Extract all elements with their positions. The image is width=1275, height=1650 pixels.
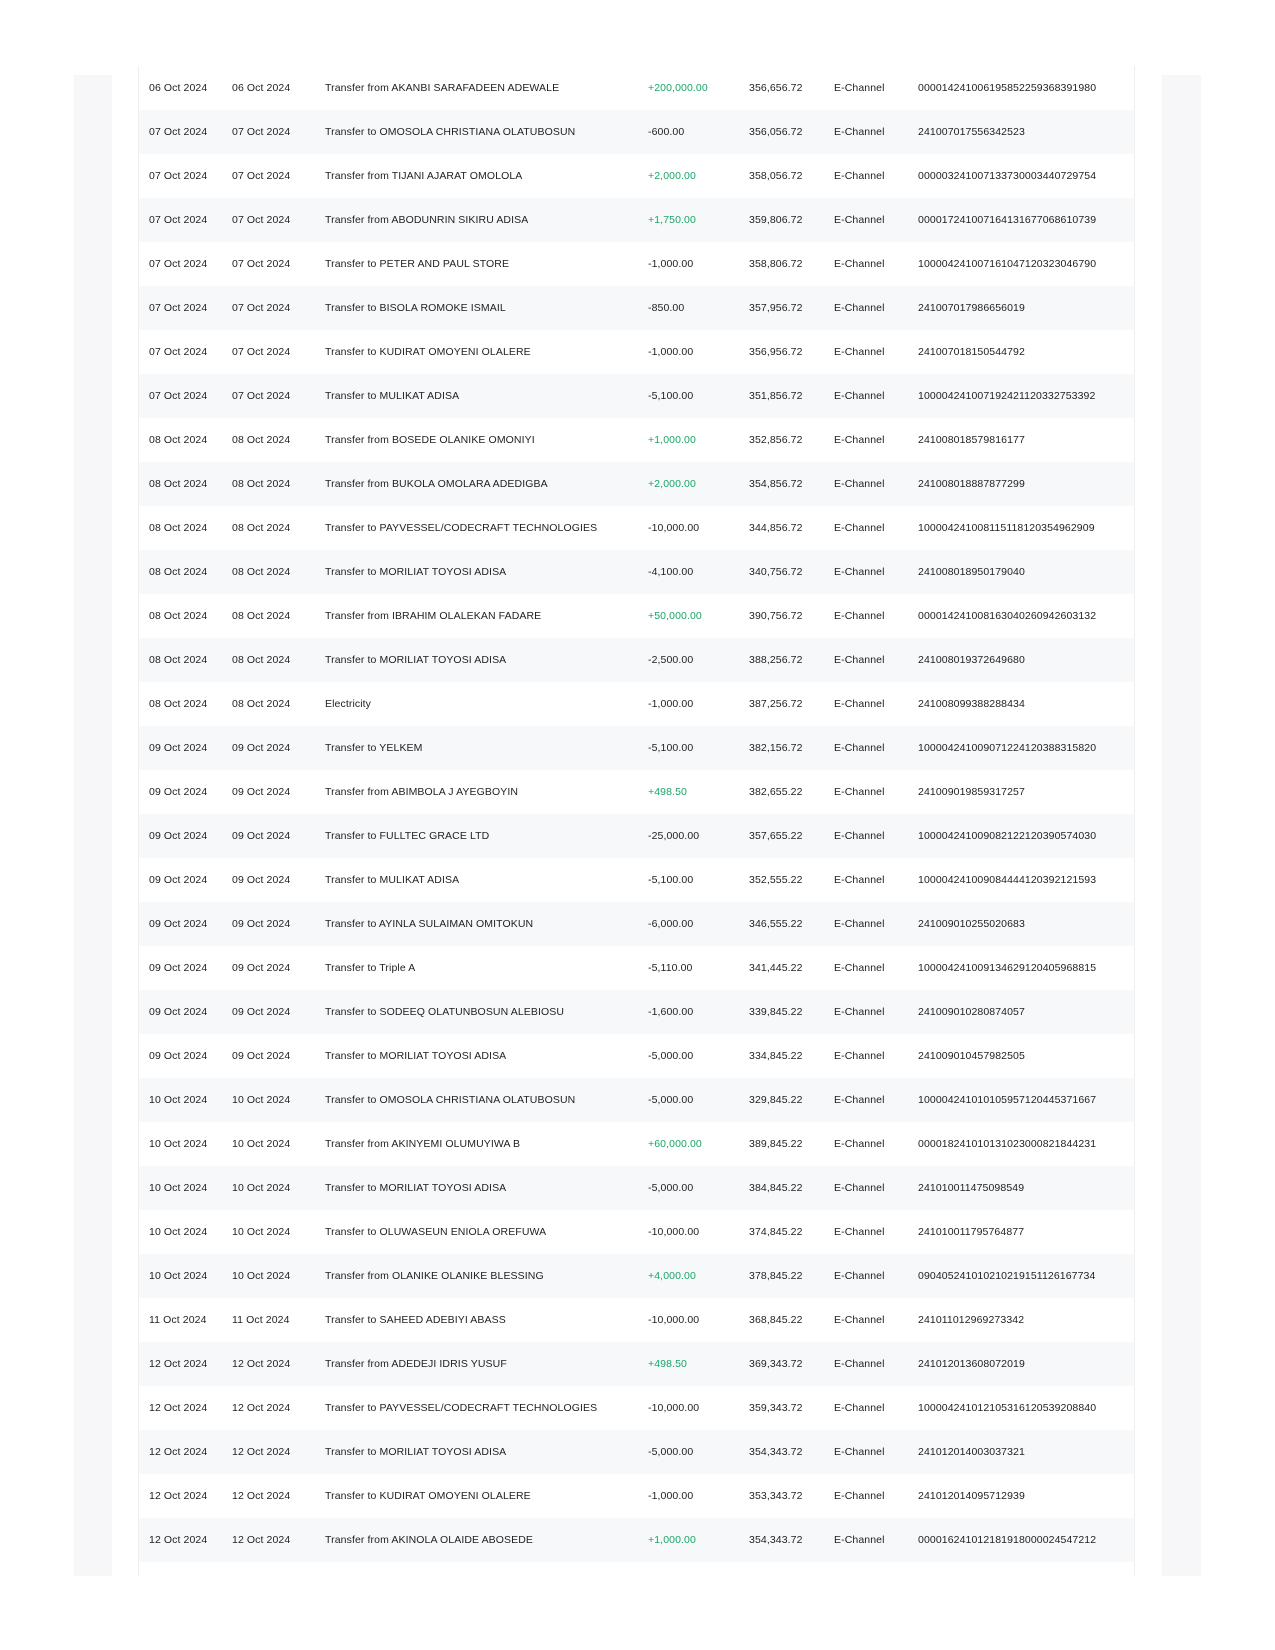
transaction-date-cell: 10 Oct 2024: [149, 1226, 208, 1238]
channel-cell: E-Channel: [834, 170, 885, 182]
balance-cell: 353,343.72: [749, 1490, 803, 1502]
channel-cell: E-Channel: [834, 1094, 885, 1106]
narration-cell: Transfer from AKINYEMI OLUMUYIWA B: [325, 1138, 521, 1150]
reference-cell: 241009010280874057: [918, 1006, 1025, 1018]
channel-cell: E-Channel: [834, 126, 885, 138]
balance-cell: 356,656.72: [749, 82, 803, 94]
value-date-cell: 06 Oct 2024: [232, 82, 291, 94]
transaction-date-cell: 10 Oct 2024: [149, 1270, 208, 1282]
reference-cell: 241007017986656019: [918, 302, 1025, 314]
narration-cell: Transfer to OLUWASEUN ENIOLA OREFUWA: [325, 1226, 547, 1238]
reference-cell: 241008018579816177: [918, 434, 1025, 446]
table-row: [139, 1254, 1134, 1298]
channel-cell: E-Channel: [834, 1490, 885, 1502]
balance-cell: 354,856.72: [749, 478, 803, 490]
balance-cell: 339,845.22: [749, 1006, 803, 1018]
table-row: [139, 154, 1134, 198]
value-date-cell: 08 Oct 2024: [232, 566, 291, 578]
value-date-cell: 08 Oct 2024: [232, 522, 291, 534]
transaction-date-cell: 10 Oct 2024: [149, 1182, 208, 1194]
reference-cell: 100004241008115118120354962909: [918, 522, 1095, 534]
table-row: [139, 110, 1134, 154]
reference-cell: 241012013608072019: [918, 1358, 1025, 1370]
reference-cell: 100004241009134629120405968815: [918, 962, 1097, 974]
amount-cell: -5,000.00: [648, 1050, 694, 1062]
balance-cell: 374,845.22: [749, 1226, 803, 1238]
value-date-cell: 10 Oct 2024: [232, 1226, 291, 1238]
table-row: [139, 198, 1134, 242]
narration-cell: Transfer to FULLTEC GRACE LTD: [325, 830, 490, 842]
transaction-date-cell: 10 Oct 2024: [149, 1094, 208, 1106]
balance-cell: 354,343.72: [749, 1446, 803, 1458]
reference-cell: 100004241012105316120539208840: [918, 1402, 1097, 1414]
transaction-date-cell: 10 Oct 2024: [149, 1138, 208, 1150]
reference-cell: 000016241012181918000024547212: [918, 1534, 1097, 1546]
value-date-cell: 10 Oct 2024: [232, 1182, 291, 1194]
amount-cell: -5,000.00: [648, 1094, 694, 1106]
transaction-date-cell: 08 Oct 2024: [149, 522, 208, 534]
transaction-date-cell: 08 Oct 2024: [149, 654, 208, 666]
transaction-date-cell: 07 Oct 2024: [149, 390, 208, 402]
channel-cell: E-Channel: [834, 1534, 885, 1546]
channel-cell: E-Channel: [834, 1226, 885, 1238]
balance-cell: 346,555.22: [749, 918, 803, 930]
value-date-cell: 10 Oct 2024: [232, 1270, 291, 1282]
reference-cell: 100004241009084444120392121593: [918, 874, 1097, 886]
reference-cell: 000014241006195852259368391980: [918, 82, 1097, 94]
table-row: [139, 1122, 1134, 1166]
value-date-cell: 09 Oct 2024: [232, 918, 291, 930]
narration-cell: Transfer to PAYVESSEL/CODECRAFT TECHNOLOGIES: [325, 1402, 598, 1414]
narration-cell: Transfer to MORILIAT TOYOSI ADISA: [325, 1446, 507, 1458]
table-row: [139, 594, 1134, 638]
channel-cell: E-Channel: [834, 478, 885, 490]
narration-cell: Transfer from ABODUNRIN SIKIRU ADISA: [325, 214, 529, 226]
channel-cell: E-Channel: [834, 610, 885, 622]
balance-cell: 382,156.72: [749, 742, 803, 754]
table-row: [139, 902, 1134, 946]
balance-cell: 387,256.72: [749, 698, 803, 710]
transaction-date-cell: 07 Oct 2024: [149, 302, 208, 314]
reference-cell: 241009019859317257: [918, 786, 1025, 798]
narration-cell: Transfer to SODEEQ OLATUNBOSUN ALEBIOSU: [325, 1006, 565, 1018]
value-date-cell: 12 Oct 2024: [232, 1534, 291, 1546]
value-date-cell: 10 Oct 2024: [232, 1138, 291, 1150]
narration-cell: Transfer to Triple A: [325, 962, 416, 974]
channel-cell: E-Channel: [834, 1270, 885, 1282]
channel-cell: E-Channel: [834, 1358, 885, 1370]
value-date-cell: 11 Oct 2024: [232, 1314, 290, 1326]
value-date-cell: 09 Oct 2024: [232, 962, 291, 974]
table-row: [139, 1166, 1134, 1210]
narration-cell: Transfer to MORILIAT TOYOSI ADISA: [325, 1050, 507, 1062]
value-date-cell: 12 Oct 2024: [232, 1358, 291, 1370]
amount-cell: -5,100.00: [648, 390, 694, 402]
table-row: [139, 726, 1134, 770]
transaction-date-cell: 12 Oct 2024: [149, 1358, 208, 1370]
reference-cell: 241008019372649680: [918, 654, 1025, 666]
narration-cell: Transfer to PETER AND PAUL STORE: [325, 258, 510, 270]
amount-cell: +200,000.00: [648, 82, 708, 94]
narration-cell: Transfer from AKINOLA OLAIDE ABOSEDE: [325, 1534, 534, 1546]
amount-cell: -6,000.00: [648, 918, 694, 930]
table-row: [139, 1342, 1134, 1386]
table-row: [139, 330, 1134, 374]
channel-cell: E-Channel: [834, 434, 885, 446]
balance-cell: 341,445.22: [749, 962, 803, 974]
narration-cell: Transfer from BUKOLA OMOLARA ADEDIGBA: [325, 478, 548, 490]
amount-cell: -1,600.00: [648, 1006, 694, 1018]
narration-cell: Transfer from IBRAHIM OLALEKAN FADARE: [325, 610, 542, 622]
balance-cell: 368,845.22: [749, 1314, 803, 1326]
channel-cell: E-Channel: [834, 1446, 885, 1458]
transaction-date-cell: 07 Oct 2024: [149, 346, 208, 358]
table-row: [139, 418, 1134, 462]
value-date-cell: 08 Oct 2024: [232, 434, 291, 446]
amount-cell: -10,000.00: [648, 522, 700, 534]
balance-cell: 359,806.72: [749, 214, 803, 226]
narration-cell: Transfer to MORILIAT TOYOSI ADISA: [325, 1182, 507, 1194]
transaction-date-cell: 09 Oct 2024: [149, 962, 208, 974]
amount-cell: +1,000.00: [648, 1534, 696, 1546]
reference-cell: 100004241009082122120390574030: [918, 830, 1097, 842]
balance-cell: 356,056.72: [749, 126, 803, 138]
balance-cell: 344,856.72: [749, 522, 803, 534]
table-row: [139, 1386, 1134, 1430]
transaction-date-cell: 09 Oct 2024: [149, 918, 208, 930]
balance-cell: 358,806.72: [749, 258, 803, 270]
value-date-cell: 09 Oct 2024: [232, 1050, 291, 1062]
channel-cell: E-Channel: [834, 1402, 885, 1414]
amount-cell: -10,000.00: [648, 1402, 700, 1414]
table-row: [139, 990, 1134, 1034]
balance-cell: 382,655.22: [749, 786, 803, 798]
transaction-date-cell: 07 Oct 2024: [149, 126, 208, 138]
narration-cell: Transfer from TIJANI AJARAT OMOLOLA: [325, 170, 523, 182]
transaction-date-cell: 11 Oct 2024: [149, 1314, 207, 1326]
narration-cell: Transfer from AKANBI SARAFADEEN ADEWALE: [325, 82, 560, 94]
channel-cell: E-Channel: [834, 302, 885, 314]
channel-cell: E-Channel: [834, 654, 885, 666]
table-row: [139, 1474, 1134, 1518]
table-row: [139, 1210, 1134, 1254]
amount-cell: -5,100.00: [648, 742, 694, 754]
value-date-cell: 07 Oct 2024: [232, 170, 291, 182]
balance-cell: 357,956.72: [749, 302, 803, 314]
balance-cell: 354,343.72: [749, 1534, 803, 1546]
value-date-cell: 09 Oct 2024: [232, 830, 291, 842]
narration-cell: Transfer to MULIKAT ADISA: [325, 874, 460, 886]
narration-cell: Transfer from BOSEDE OLANIKE OMONIYI: [325, 434, 535, 446]
value-date-cell: 07 Oct 2024: [232, 214, 291, 226]
reference-cell: 000018241010131023000821844231: [918, 1138, 1097, 1150]
narration-cell: Transfer to OMOSOLA CHRISTIANA OLATUBOSUN: [325, 126, 576, 138]
table-row: [139, 858, 1134, 902]
transaction-date-cell: 07 Oct 2024: [149, 214, 208, 226]
narration-cell: Transfer to YELKEM: [325, 742, 423, 754]
reference-cell: 000003241007133730003440729754: [918, 170, 1097, 182]
amount-cell: -1,000.00: [648, 346, 694, 358]
table-row: [139, 1518, 1134, 1562]
reference-cell: 000017241007164131677068610739: [918, 214, 1097, 226]
channel-cell: E-Channel: [834, 82, 885, 94]
table-row: [139, 550, 1134, 594]
reference-cell: 241007017556342523: [918, 126, 1025, 138]
narration-cell: Transfer from ABIMBOLA J AYEGBOYIN: [325, 786, 519, 798]
table-row: [139, 506, 1134, 550]
value-date-cell: 08 Oct 2024: [232, 654, 291, 666]
balance-cell: 369,343.72: [749, 1358, 803, 1370]
amount-cell: -10,000.00: [648, 1226, 700, 1238]
value-date-cell: 08 Oct 2024: [232, 698, 291, 710]
balance-cell: 356,956.72: [749, 346, 803, 358]
balance-cell: 352,555.22: [749, 874, 803, 886]
transactions-table: [139, 66, 1134, 1562]
channel-cell: E-Channel: [834, 742, 885, 754]
channel-cell: E-Channel: [834, 698, 885, 710]
value-date-cell: 08 Oct 2024: [232, 610, 291, 622]
transaction-date-cell: 08 Oct 2024: [149, 610, 208, 622]
balance-cell: 389,845.22: [749, 1138, 803, 1150]
channel-cell: E-Channel: [834, 874, 885, 886]
balance-cell: 384,845.22: [749, 1182, 803, 1194]
value-date-cell: 12 Oct 2024: [232, 1402, 291, 1414]
table-row: [139, 638, 1134, 682]
reference-cell: 241010011475098549: [918, 1182, 1025, 1194]
channel-cell: E-Channel: [834, 786, 885, 798]
amount-cell: -600.00: [648, 126, 685, 138]
reference-cell: 100004241009071224120388315820: [918, 742, 1097, 754]
reference-cell: 000014241008163040260942603132: [918, 610, 1097, 622]
amount-cell: +1,000.00: [648, 434, 696, 446]
amount-cell: +2,000.00: [648, 478, 696, 490]
reference-cell: 241007018150544792: [918, 346, 1025, 358]
reference-cell: 241012014095712939: [918, 1490, 1025, 1502]
value-date-cell: 09 Oct 2024: [232, 786, 291, 798]
amount-cell: -1,000.00: [648, 258, 694, 270]
amount-cell: +4,000.00: [648, 1270, 696, 1282]
narration-cell: Transfer to AYINLA SULAIMAN OMITOKUN: [325, 918, 534, 930]
table-row: [139, 462, 1134, 506]
reference-cell: 100004241007161047120323046790: [918, 258, 1097, 270]
reference-cell: 241012014003037321: [918, 1446, 1025, 1458]
value-date-cell: 07 Oct 2024: [232, 390, 291, 402]
channel-cell: E-Channel: [834, 1138, 885, 1150]
reference-cell: 241011012969273342: [918, 1314, 1025, 1326]
channel-cell: E-Channel: [834, 1006, 885, 1018]
transaction-date-cell: 09 Oct 2024: [149, 742, 208, 754]
balance-cell: 359,343.72: [749, 1402, 803, 1414]
balance-cell: 388,256.72: [749, 654, 803, 666]
transaction-date-cell: 08 Oct 2024: [149, 434, 208, 446]
transaction-date-cell: 12 Oct 2024: [149, 1490, 208, 1502]
amount-cell: -4,100.00: [648, 566, 694, 578]
amount-cell: +60,000.00: [648, 1138, 702, 1150]
table-row: [139, 682, 1134, 726]
balance-cell: 351,856.72: [749, 390, 803, 402]
narration-cell: Electricity: [325, 698, 372, 710]
value-date-cell: 07 Oct 2024: [232, 258, 291, 270]
balance-cell: 378,845.22: [749, 1270, 803, 1282]
value-date-cell: 09 Oct 2024: [232, 742, 291, 754]
channel-cell: E-Channel: [834, 390, 885, 402]
channel-cell: E-Channel: [834, 1182, 885, 1194]
channel-cell: E-Channel: [834, 214, 885, 226]
amount-cell: +1,750.00: [648, 214, 696, 226]
transaction-date-cell: 12 Oct 2024: [149, 1446, 208, 1458]
amount-cell: -25,000.00: [648, 830, 700, 842]
balance-cell: 352,856.72: [749, 434, 803, 446]
value-date-cell: 10 Oct 2024: [232, 1094, 291, 1106]
narration-cell: Transfer to PAYVESSEL/CODECRAFT TECHNOLOGIES: [325, 522, 598, 534]
reference-cell: 241008099388288434: [918, 698, 1025, 710]
reference-cell: 100004241007192421120332753392: [918, 390, 1096, 402]
channel-cell: E-Channel: [834, 830, 885, 842]
balance-cell: 329,845.22: [749, 1094, 803, 1106]
table-row: [139, 242, 1134, 286]
narration-cell: Transfer to SAHEED ADEBIYI ABASS: [325, 1314, 506, 1326]
transaction-date-cell: 12 Oct 2024: [149, 1534, 208, 1546]
balance-cell: 334,845.22: [749, 1050, 803, 1062]
amount-cell: +498.50: [648, 1358, 687, 1370]
value-date-cell: 07 Oct 2024: [232, 346, 291, 358]
amount-cell: -1,000.00: [648, 698, 694, 710]
amount-cell: +50,000.00: [648, 610, 702, 622]
table-row: [139, 946, 1134, 990]
narration-cell: Transfer to MORILIAT TOYOSI ADISA: [325, 566, 507, 578]
transaction-date-cell: 09 Oct 2024: [149, 830, 208, 842]
table-row: [139, 814, 1134, 858]
narration-cell: Transfer to OMOSOLA CHRISTIANA OLATUBOSUN: [325, 1094, 576, 1106]
narration-cell: Transfer to MORILIAT TOYOSI ADISA: [325, 654, 507, 666]
transaction-date-cell: 07 Oct 2024: [149, 258, 208, 270]
amount-cell: +2,000.00: [648, 170, 696, 182]
channel-cell: E-Channel: [834, 918, 885, 930]
transaction-date-cell: 08 Oct 2024: [149, 698, 208, 710]
channel-cell: E-Channel: [834, 522, 885, 534]
narration-cell: Transfer to KUDIRAT OMOYENI OLALERE: [325, 346, 531, 358]
channel-cell: E-Channel: [834, 1314, 885, 1326]
amount-cell: -1,000.00: [648, 1490, 694, 1502]
reference-cell: 100004241010105957120445371667: [918, 1094, 1097, 1106]
reference-cell: 241010011795764877: [918, 1226, 1025, 1238]
table-row: [139, 1298, 1134, 1342]
narration-cell: Transfer to KUDIRAT OMOYENI OLALERE: [325, 1490, 531, 1502]
transaction-date-cell: 09 Oct 2024: [149, 874, 208, 886]
table-row: [139, 770, 1134, 814]
channel-cell: E-Channel: [834, 962, 885, 974]
narration-cell: Transfer from ADEDEJI IDRIS YUSUF: [325, 1358, 507, 1370]
balance-cell: 340,756.72: [749, 566, 803, 578]
table-row: [139, 286, 1134, 330]
amount-cell: -5,000.00: [648, 1446, 694, 1458]
value-date-cell: 08 Oct 2024: [232, 478, 291, 490]
table-row: [139, 374, 1134, 418]
amount-cell: -850.00: [648, 302, 685, 314]
amount-cell: -5,110.00: [648, 962, 693, 974]
value-date-cell: 09 Oct 2024: [232, 874, 291, 886]
reference-cell: 241008018950179040: [918, 566, 1025, 578]
transaction-date-cell: 08 Oct 2024: [149, 566, 208, 578]
table-row: [139, 66, 1134, 110]
amount-cell: -5,000.00: [648, 1182, 694, 1194]
value-date-cell: 09 Oct 2024: [232, 1006, 291, 1018]
value-date-cell: 07 Oct 2024: [232, 126, 291, 138]
reference-cell: 241009010255020683: [918, 918, 1025, 930]
transaction-date-cell: 07 Oct 2024: [149, 170, 208, 182]
amount-cell: +498.50: [648, 786, 687, 798]
value-date-cell: 12 Oct 2024: [232, 1446, 291, 1458]
transaction-date-cell: 12 Oct 2024: [149, 1402, 208, 1414]
transaction-date-cell: 09 Oct 2024: [149, 786, 208, 798]
transactions-table-body: [139, 66, 1134, 1562]
value-date-cell: 07 Oct 2024: [232, 302, 291, 314]
balance-cell: 390,756.72: [749, 610, 803, 622]
channel-cell: E-Channel: [834, 1050, 885, 1062]
channel-cell: E-Channel: [834, 346, 885, 358]
value-date-cell: 12 Oct 2024: [232, 1490, 291, 1502]
transaction-date-cell: 09 Oct 2024: [149, 1050, 208, 1062]
amount-cell: -10,000.00: [648, 1314, 700, 1326]
transaction-date-cell: 09 Oct 2024: [149, 1006, 208, 1018]
channel-cell: E-Channel: [834, 258, 885, 270]
reference-cell: 241009010457982505: [918, 1050, 1025, 1062]
table-row: [139, 1034, 1134, 1078]
reference-cell: 090405241010210219151126167734: [918, 1270, 1096, 1282]
amount-cell: -2,500.00: [648, 654, 694, 666]
narration-cell: Transfer to MULIKAT ADISA: [325, 390, 460, 402]
channel-cell: E-Channel: [834, 566, 885, 578]
balance-cell: 358,056.72: [749, 170, 803, 182]
transaction-date-cell: 08 Oct 2024: [149, 478, 208, 490]
reference-cell: 241008018887877299: [918, 478, 1025, 490]
narration-cell: Transfer to BISOLA ROMOKE ISMAIL: [325, 302, 506, 314]
table-row: [139, 1078, 1134, 1122]
balance-cell: 357,655.22: [749, 830, 803, 842]
transaction-date-cell: 06 Oct 2024: [149, 82, 208, 94]
amount-cell: -5,100.00: [648, 874, 694, 886]
table-row: [139, 1430, 1134, 1474]
narration-cell: Transfer from OLANIKE OLANIKE BLESSING: [325, 1270, 544, 1282]
transactions-table-card: [138, 66, 1135, 1576]
